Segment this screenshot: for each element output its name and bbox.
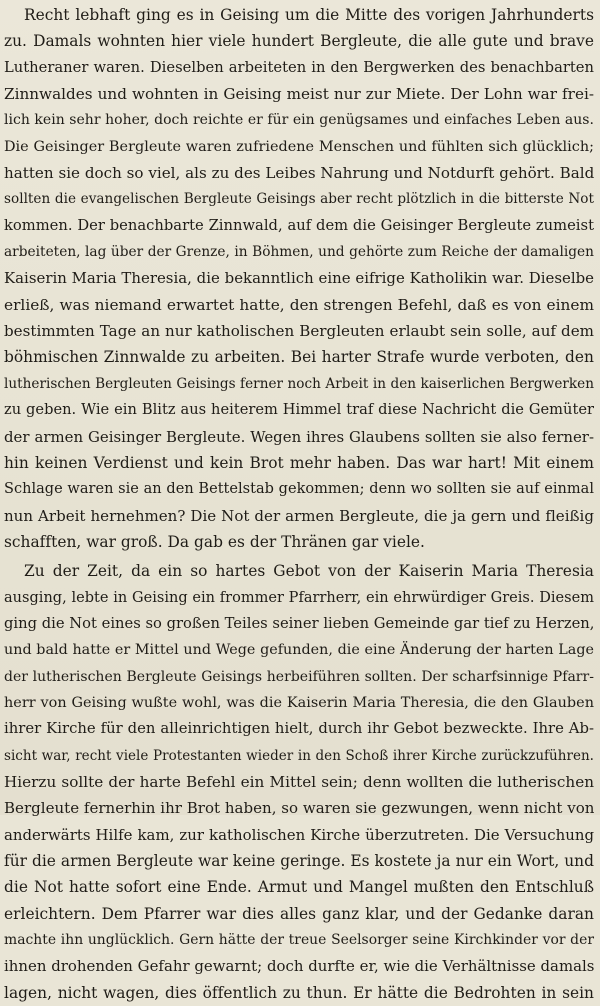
- text-line: Recht lebhaft ging es in Geising um die Mitte des vorigen Jahrhunderts: [24, 6, 594, 24]
- text-line: sicht war, recht viele Protestanten wieder in den Schoß ihrer Kirche zurückzuführen.: [4, 747, 594, 764]
- text-line: zu. Damals wohnten hier viele hundert Bergleute, die alle gute und brave: [4, 32, 594, 51]
- text-line: die Not hatte sofort eine Ende. Armut und Mangel mußten den Entschluß: [4, 878, 594, 897]
- text-line: Zu der Zeit, da ein so hartes Gebot von der Kaiserin Maria Theresia: [24, 562, 594, 581]
- text-line: und bald hatte er Mittel und Wege gefunden, die eine Änderung der harten Lage: [4, 642, 594, 659]
- text-line: hatten sie doch so viel, als zu des Leibes Nahrung und Notdurft gehört. Bald: [4, 164, 595, 183]
- text-line: sollten die evangelischen Bergleute Geisings aber recht plötzlich in die bitterste Not: [4, 191, 594, 208]
- text-line: ging die Not eines so großen Teiles seiner lieben Gemeinde gar tief zu Herzen,: [4, 614, 595, 632]
- text-line: lutherischen Bergleuten Geisings ferner noch Arbeit in den kaiserlichen Bergwerken: [4, 375, 594, 392]
- text-line: Lutheraner waren. Dieselben arbeiteten in den Bergwerken des benachbarten: [4, 58, 594, 76]
- text-line: Kaiserin Maria Theresia, die bekanntlich eine eifrige Katholikin war. Dieselbe: [4, 269, 594, 288]
- text-line: für die armen Bergleute war keine geringe. Es kostete ja nur ein Wort, und: [4, 852, 594, 870]
- text-line: Hierzu sollte der harte Befehl ein Mittel sein; denn wollten die lutherischen: [4, 772, 594, 791]
- text-line: machte ihn unglücklich. Gern hätte der treue Seelsorger seine Kirchkinder vor der: [4, 932, 594, 949]
- text-line: ausging, lebte in Geising ein frommer Pfarrherr, ein ehrwürdiger Greis. Diesem: [4, 589, 594, 606]
- text-line: Bergleute fernerhin ihr Brot haben, so waren sie gezwungen, wenn nicht von: [4, 799, 595, 818]
- text-line: hin keinen Verdienst und kein Brot mehr haben. Das war hart! Mit einem: [4, 453, 594, 472]
- text-line: nun Arbeit hernehmen? Die Not der armen Bergleute, die ja gern und fleißig: [4, 506, 594, 525]
- text-line: böhmischen Zinnwalde zu arbeiten. Bei harter Strafe wurde verboten, den: [4, 348, 594, 367]
- text-line: ihrer Kirche für den alleinrichtigen hielt, durch ihr Gebot bezweckte. Ihre Ab-: [4, 720, 594, 738]
- text-line: ihnen drohenden Gefahr gewarnt; doch durfte er, wie die Verhältnisse damals: [4, 957, 595, 976]
- text-line: erleichtern. Dem Pfarrer war dies alles ganz klar, und der Gedanke daran: [4, 904, 594, 923]
- text-line: bestimmten Tage an nur katholischen Bergleuten erlaubt sein solle, auf dem: [4, 322, 594, 341]
- text-line: anderwärts Hilfe kam, zur katholischen Kirche überzutreten. Die Versuchung: [4, 825, 594, 844]
- text-line: lich kein sehr hoher, doch reichte er für ein genügsames und einfaches Leben aus.: [4, 112, 594, 129]
- paragraph-2: [4, 558, 594, 1006]
- text-line: der lutherischen Bergleute Geisings herbeiführen sollten. Der scharfsinnige Pfarr-: [4, 668, 594, 685]
- text-line: Schlage waren sie an den Bettelstab gekommen; denn wo sollten sie auf einmal: [4, 481, 594, 498]
- text-line: Die Geisinger Bergleute waren zufriedene Menschen und fühlten sich glücklich;: [4, 138, 594, 155]
- text-line: herr von Geising wußte wohl, was die Kaiserin Maria Theresia, die den Glauben: [4, 694, 594, 711]
- text-line: schafften, war groß. Da gab es der Thränen gar viele.: [4, 532, 425, 551]
- text-line: Zinnwaldes und wohnten in Geising meist nur zur Miete. Der Lohn war frei-: [4, 85, 594, 104]
- text-line: zu geben. Wie ein Blitz aus heiterem Himmel traf diese Nachricht die Gemüter: [4, 401, 594, 419]
- text-line: der armen Geisinger Bergleute. Wegen ihres Glaubens sollten sie also ferner-: [4, 427, 594, 446]
- paragraph-1: [4, 2, 594, 555]
- text-line: arbeiteten, lag über der Grenze, in Böhmen, und gehörte zum Reiche der damaligen: [4, 244, 594, 261]
- text-line: lagen, nicht wagen, dies öffentlich zu thun. Er hätte die Bedrohten in sein: [4, 983, 594, 1002]
- text-line: kommen. Der benachbarte Zinnwald, auf dem die Geisinger Bergleute zumeist: [4, 216, 594, 234]
- text-line: erließ, was niemand erwartet hatte, den strengen Befehl, daß es von einem: [4, 295, 594, 314]
